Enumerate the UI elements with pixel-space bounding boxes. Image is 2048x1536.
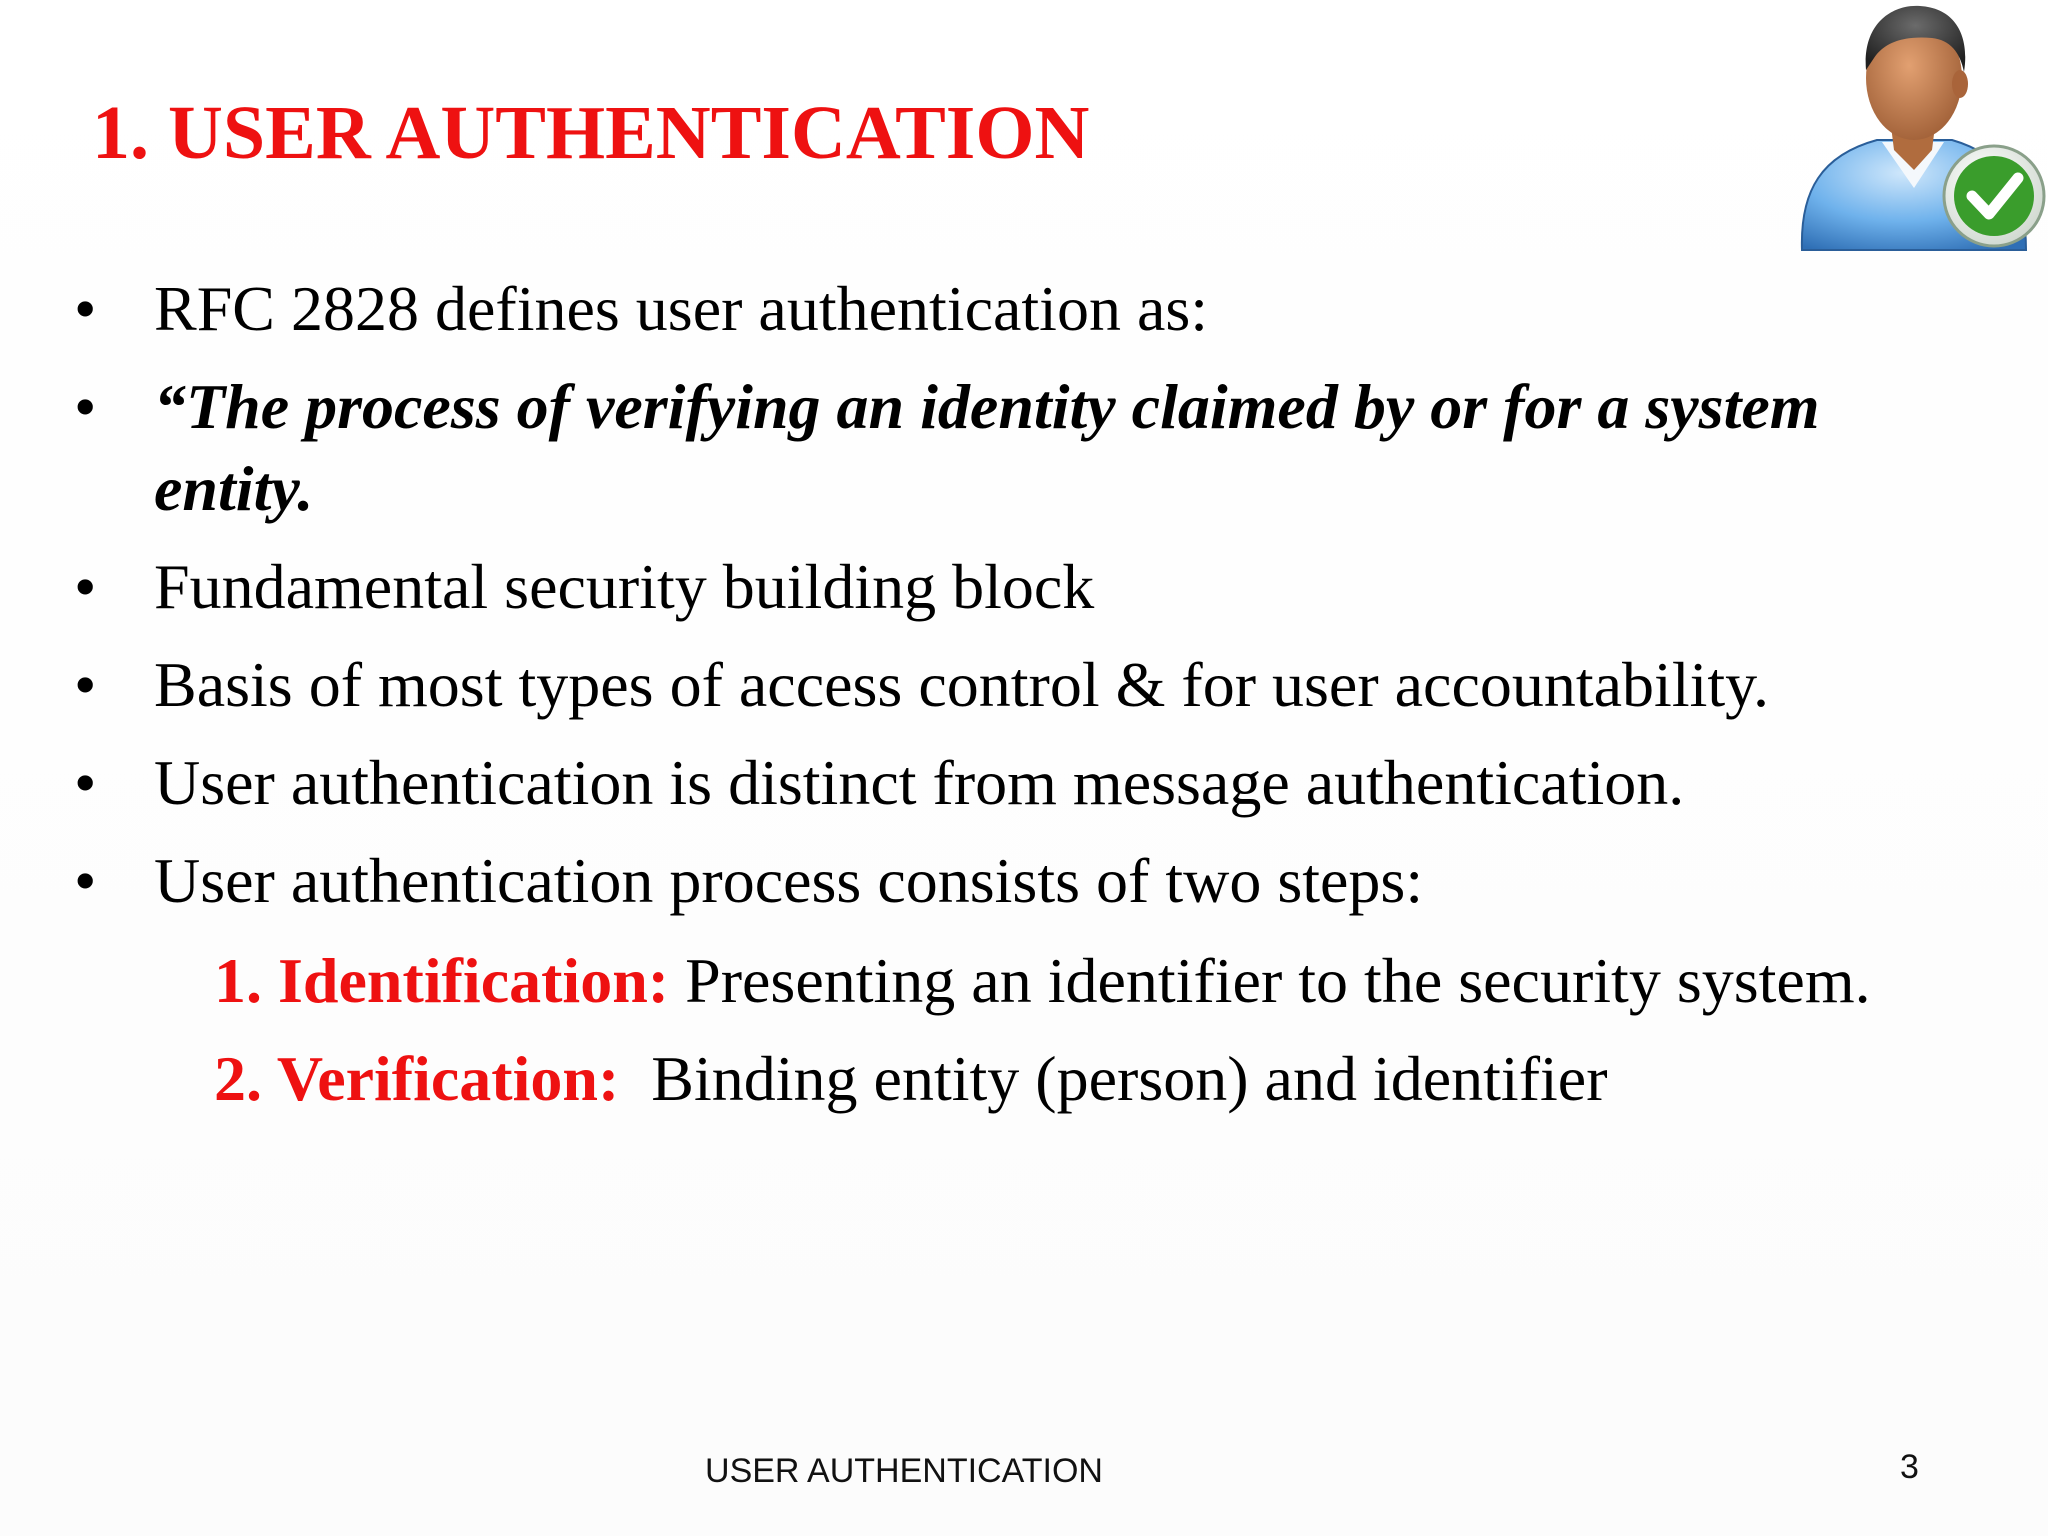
step-item-verification <box>214 1038 1871 1120</box>
bullet-item <box>0 366 2048 530</box>
bullet-marker: • <box>74 747 97 818</box>
bullet-item <box>0 644 2048 726</box>
bullet-item <box>0 546 2048 628</box>
page-number: 3 <box>1900 1448 1919 1486</box>
step-label: 1. Identification: <box>214 945 670 1016</box>
bullet-text: User authentication process consists of two steps: <box>154 845 1424 916</box>
bullet-marker: • <box>74 273 97 344</box>
bullet-marker: • <box>74 845 97 916</box>
green-check-icon <box>1944 146 2044 246</box>
bullet-text: Fundamental security building block <box>154 551 1095 622</box>
slide-footer: USER AUTHENTICATION <box>705 1452 1103 1490</box>
slide-title: 1. USER AUTHENTICATION <box>92 91 1090 175</box>
bullet-item <box>0 742 2048 824</box>
steps-list <box>214 940 1871 1136</box>
bullet-item <box>0 840 2048 922</box>
bullet-marker: • <box>74 649 97 720</box>
bullet-list <box>0 268 2048 938</box>
step-label: 2. Verification: <box>214 1043 620 1114</box>
bullet-text: “The process of verifying an identity claimed by or for a system entity. <box>154 371 1820 524</box>
step-text: Binding entity (person) and identifier <box>651 1043 1608 1114</box>
bullet-text: Basis of most types of access control & for user accountability. <box>154 649 1769 720</box>
bullet-marker: • <box>74 551 97 622</box>
bullet-marker: • <box>74 371 97 442</box>
step-text: Presenting an identifier to the security system. <box>685 945 1871 1016</box>
bullet-item <box>0 268 2048 350</box>
step-item-identification <box>214 940 1871 1022</box>
user-verified-icon <box>1782 0 2048 262</box>
bullet-text: RFC 2828 defines user authentication as: <box>154 273 1209 344</box>
bullet-text: User authentication is distinct from message authentication. <box>154 747 1685 818</box>
